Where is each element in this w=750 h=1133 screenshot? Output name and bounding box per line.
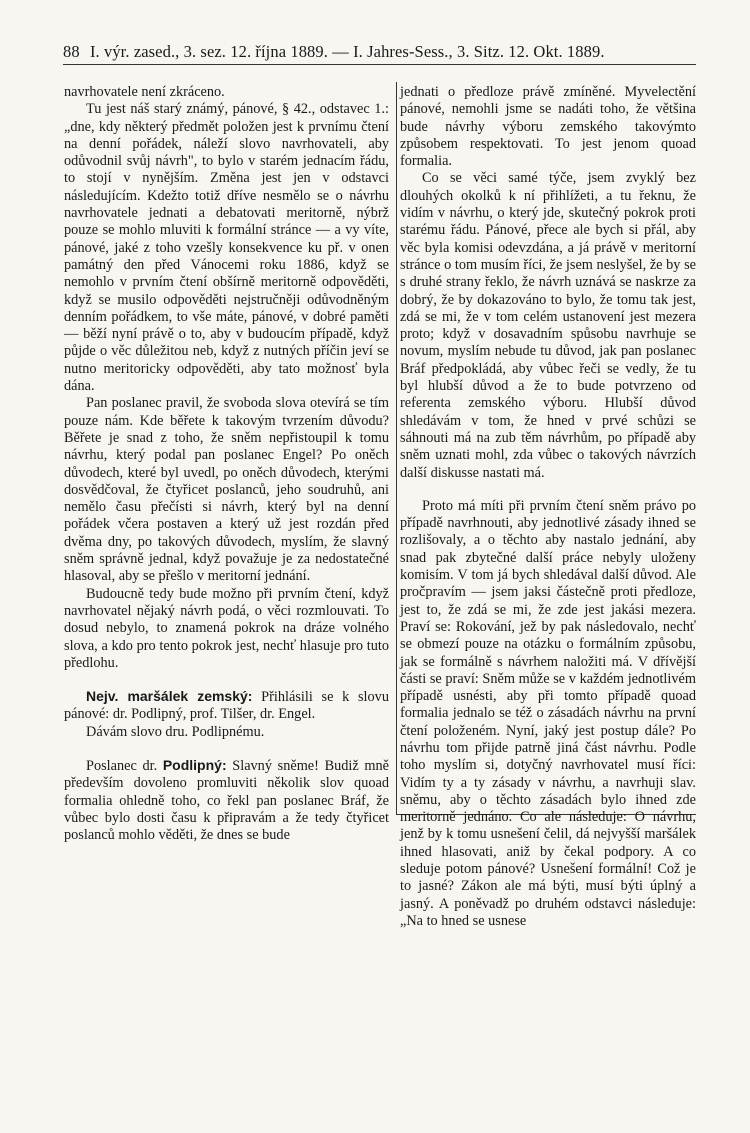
speaker-name: Nejv. maršálek zemský: [86,688,253,705]
paragraph: Dávám slovo dru. Podlipnému. [86,723,265,740]
paragraph: Proto má míti při prvním čtení sněm právo po případě navrhnouti, aby jednotlivé zásady ihned se rozlišovaly, a o těchto aby nastalo jednání, aby snad pak zbytečné další práce nebyly uloženy komisím. V tom já bych shledával další důvod. Ale pročpravím — jsem jaksi částečně proti předloze, jest to, že zdá se mi, že zde jest jakási mezera. Praví se: Rokování, jež by pak následovalo, nechť se obmezí pouze na otázku o formálním způsobu, jak se formálně s návrhem naložiti má. V dřívější části se praví: Sněm může se v každém jednotlivém případě usnésti, aby při tomto případě quoad formalia jednalo se též o zásadách návrhu na první čtení položeném. Nyní, jaký jest postup dále? Po návrhu tom přijde patrně jiná část návrhu. Podle toho myslím si, dotyčný navrhovatel musí říci: Vidím ty a ty zásady v návrhu, a navrhuji slav. sněmu, aby o těchto zásadách bylo ihned zde meritorně jednáno. Co ale následuje: O návrhu, jenž by k tomu usnešení čelil, dá nejvyšší maršálek ihned hlasovati, aniž by čekal podpory. A co sleduje potom pánové? Usnešení formální! Což je to jasné? Zákon ale má býti, musí býti úplný a jasný. A poněvadž po druhém odstavci následuje: „Na to hned se usnese [400,497,696,929]
speaker-paragraph [64,688,389,724]
speaker-paragraph [64,757,389,844]
speaker-prefix: Poslanec dr. [86,757,158,774]
header-separator: — [332,42,349,61]
header-german: I. Jahres-Sess., 3. Sitz. 12. Okt. 1889. [353,42,605,61]
page-number: 88 [63,42,80,61]
paragraph: Tu jest náš starý známý, pánové, § 42., odstavec 1.: „dne, kdy některý předmět položen jest k prvnímu čtení na denní pořádek, náleží slovo navrhovateli, aby odůvodnil svůj návrh", to bylo v starém jednacím řádu, to stojí v nynějším. Změna jest jen v odstavci následujícím. Kdežto totiž dříve nesmělo se o návrhu navrhovatele jednati a debatovati meritorně, nýbrž pouze se mohlo mluviti k formální stránce — a vy víte, pánové, jaké z toho vzešly konsekvence ku př. v onen památný den před Vánocemi roku 1886, když se nemohlo v prvním čtení obšírně meritorně odpověděti, když se musilo odpověděti nejstručněji odůvodněným denním pořádkem, to vše máte, pánové, v dobré paměti — běží nyní právě o to, aby v budoucím případě, když půjde o věc důležitou neb, když z nutných příčin jeví se nutno meritoricky odpověděti, aby tato možnosť byla dána. [64,101,389,395]
paragraph: navrhovatele není zkráceno. [64,84,225,100]
speaker-name: Podlipný: [162,756,227,773]
header-czech: I. výr. zased., 3. sez. 12. října 1889. [89,42,328,61]
paragraph: Co se věci samé týče, jsem zvyklý bez dlouhých okolků k ní přihlížeti, a tu řeknu, že vidím v návrhu, o který jde, skutečný pokrok proti starému řádu. Pánové, přece ale bych si přál, aby věc byla komisi odevzdána, a já právě v meritorní stránce o tom musím říci, že jsem neslyšel, že by se s druhé strany řeklo, že návrh uznává se naskrze za dobrý, že by dokazováno to bylo, že tomu tak jest, zdá se mi, že v tom celém ustanovení jest mezera proto; když v dosavadním spůsobu navrhuje se novum, myslím nebude tu důvod, jak pan poslanec Bráf předpokládá, aby vůbec řeči se vedly, že tu byl hlubší důvod a že to bude potvrzeno od referenta zemského výboru. Hlubší důvod shledávám v tom, že hned v prvé schůzi se sáhnouti má na zub těm návrhům, po případě aby sněm uznati mohl, zda vůbec o takových návrzích další diskusse nastati má. [400,170,696,481]
paragraph: Pan poslanec pravil, že svoboda slova otevírá se tím pouze nám. Kde běřete k takovým tvrzením důvodu? Běřete je snad z toho, že sněm nepřistoupil k tomu návrhu, který podal pan poslanec Engel? Po oněch důvodech, které byl uvedl, po oněch důvodech, kterými dosvědčoval, že čtyřicet poslanců, jeho soudruhů, ani nemělo času přečísti si návrh, který byl na denní pořádek včera postaven a který už jest rozdán před dvěma dny, po takových důvodech, myslím, že slavný sněm správně jednal, když považuje je za nedostatečné hlasoval, aby se přešlo v meritorní jednání. [64,395,389,585]
header-rule [63,64,696,65]
paragraph: Budoucně tedy bude možno při prvním čtení, když navrhovatel nějaký návrh podá, o věci rozmlouvati. To dosud nebylo, to znamená pokrok na dráze volného slova, a kdo pro tento pokrok jest, nechť hlasuje pro tuto předlohu. [64,585,389,671]
paragraph-text: Přihlásili se k slovu pánové: dr. Podlipný, prof. Tilšer, dr. Engel. [64,689,389,723]
running-header [63,42,696,62]
paragraph-text: Slavný sněme! Budiž mně především dovoleno promluviti několik slov quoad formalia ohledně toho, co řekl pan poslanec Bráf, že vůbec bylo dosti času k připravám a že tedy čtyřicet poslanců mohlo věděti, že dnes se bude [64,757,389,844]
paragraph: jednati o předloze právě zmíněné. Myvelectění pánové, nemohli jsme se nadáti toho, že většina bude návrhy výboru zemského takovýmto způsobem respektovati. To jest jenom quoad formalia. [400,84,696,170]
left-column [64,84,389,844]
right-column [400,84,696,930]
column-divider [396,82,397,814]
